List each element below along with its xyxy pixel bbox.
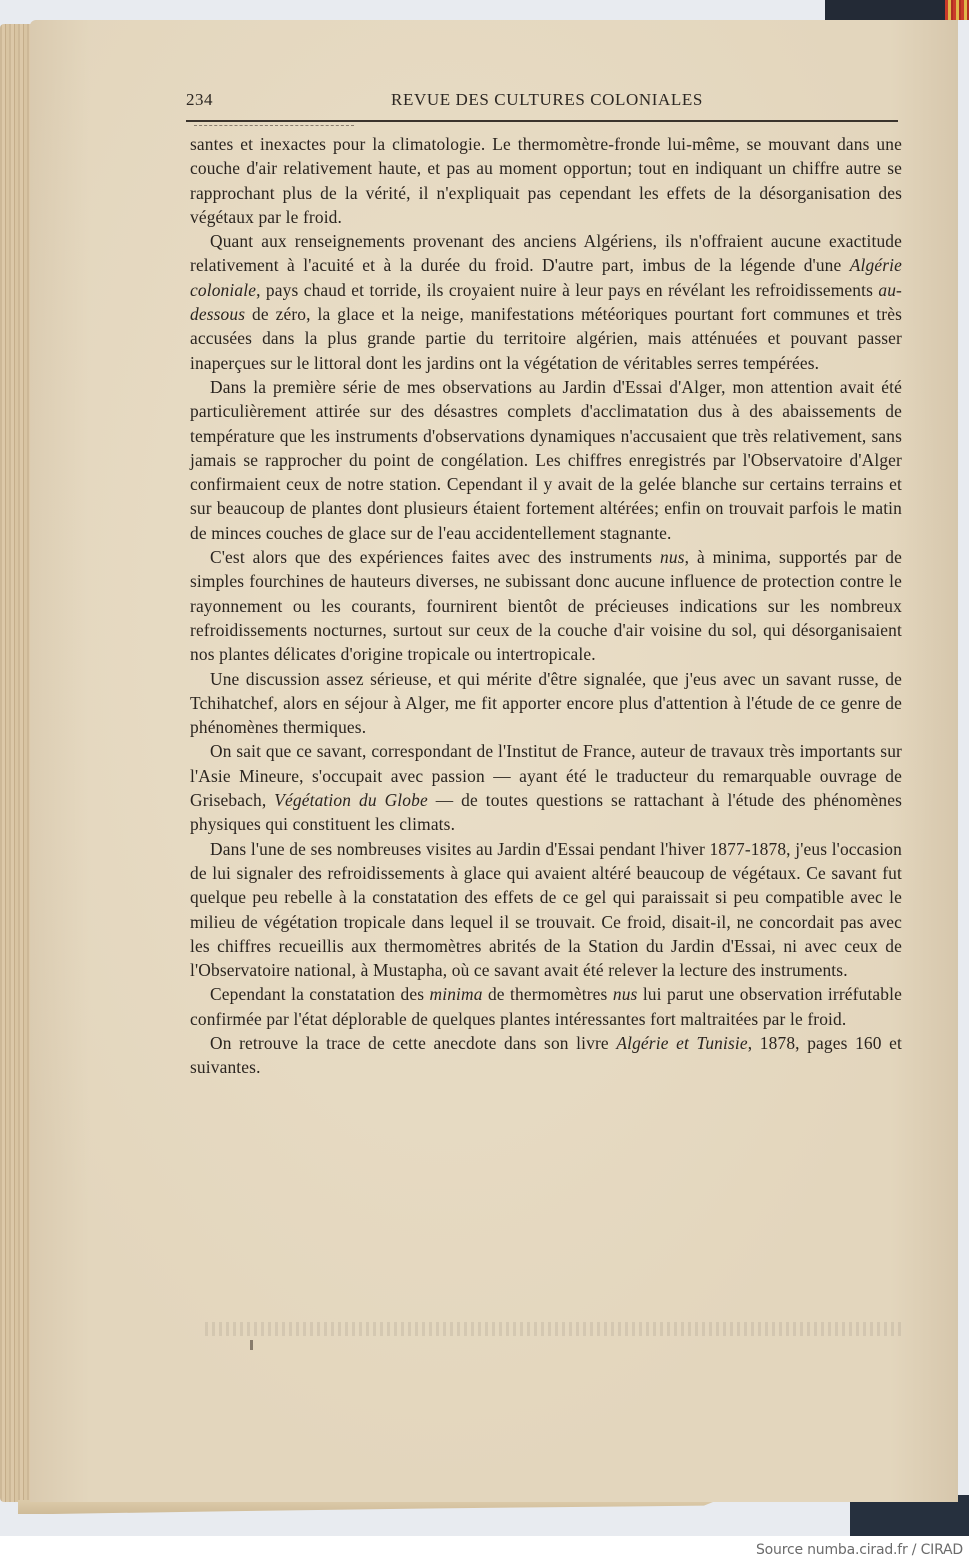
header-rule <box>186 120 898 122</box>
italic-text: Algérie coloniale <box>190 255 902 300</box>
page-stack-edge <box>0 24 34 1502</box>
text-run: C'est alors que des expériences faites avec des instruments <box>210 547 661 568</box>
paragraph <box>190 1031 902 1080</box>
text-run: , 1878, pages 160 et suivantes. <box>190 1032 902 1078</box>
bookmark-ribbon <box>945 0 969 20</box>
text-run: lui parut une observation irréfutable confirmée par l'état déplorable de quelques plantes intéressantes fort maltraitées par le froid. <box>190 984 902 1029</box>
text-run: , pays chaud et torride, ils croyaient nuire à leur pays en révélant les refroidissements <box>256 279 879 300</box>
journal-title: REVUE DES CULTURES COLONIALES <box>391 90 703 109</box>
text-run: Une discussion assez sérieuse, et qui mérite d'être signalée, que j'eus avec un savant russe, de Tchihatchef, alors en séjour à Alger, me fit apporter encore plus d'attention à l'étude de ce genre de phénomènes thermiques. <box>190 668 902 738</box>
italic-text: au-dessous <box>190 279 902 325</box>
text-run: — de toutes questions se rattachant à l'étude des phénomènes physiques qui constituent les climats. <box>190 790 902 835</box>
text-run: On sait que ce savant, correspondant de l'Institut de France, auteur de travaux très importants sur l'Asie Mineure, s'occupait avec passion — ayant été le traducteur du remarquable ouvrage de Grisebach, <box>190 741 902 811</box>
text-run: Cependant la constatation des <box>210 984 430 1005</box>
paragraph <box>190 229 902 375</box>
italic-text: Végétation du Globe <box>274 790 428 811</box>
italic-text: nus <box>660 547 685 568</box>
paragraph <box>190 837 902 983</box>
running-head <box>186 88 898 114</box>
page-bottom-edge <box>18 1500 718 1514</box>
text-run: On retrouve la trace de cette anecdote dans son livre <box>210 1032 617 1053</box>
text-run: Dans la première série de mes observations au Jardin d'Essai d'Alger, mon attention avait été particulièrement attirée sur des désastres complets d'acclimatation dus à des abaissements de température que les instruments d'observations dynamiques n'accusaient que très relativement, sans jamais se rapprocher du point de congélation. Les chiffres enregistrés par l'Observatoire d'Alger confirmaient ceux de notre station. Cependant il y avait de la gelée blanche sur certains terrains et sur beaucoup de plantes dont plusieurs étaient fortement altérées; enfin on trouvait parfois le matin de minces couches de glace sur de l'eau accidentellement stagnante. <box>190 376 902 543</box>
text-run: , à minima, supportés par de simples fourchines de hauteurs diverses, ne subissant donc aucune influence de protection contre le rayonnement ou les courants, fournirent bientôt de précieuses indications sur les nombreux refroidissements nocturnes, surtout sur ceux de la couche d'air voisine du sol, qui désorganisaient nos plantes délicates d'origine tropicale ou intertropicale. <box>190 547 902 665</box>
text-run: Quant aux renseignements provenant des anciens Algériens, ils n'offraient aucune exactitude relativement à l'acuité et à la durée du froid. D'autre part, imbus de la légende d'une <box>190 231 902 276</box>
italic-text: Algérie et Tunisie <box>616 1032 748 1053</box>
paragraph <box>190 545 902 666</box>
bleed-through-text <box>205 1322 905 1336</box>
header-rule-thin <box>194 125 354 126</box>
text-run: Dans l'une de ses nombreuses visites au Jardin d'Essai pendant l'hiver 1877-1878, j'eus l'occasion de lui signaler des refroidissements à glace qui avaient altéré beaucoup de végétaux. Ce savant fut quelque peu rebelle à la constatation des effets de ce gel qui paraissait si peu compatible avec le milieu de végétation tropicale dans lequel il se trouvait. Ce froid, disait-il, ne concordait pas avec les chiffres recueillis aux thermomètres abrités de la Station du Jardin d'Essai, ni avec ceux de l'Observatoire national, à Mustapha, où ce savant avait été relever la lecture des instruments. <box>190 838 902 981</box>
italic-text: nus <box>612 984 638 1005</box>
text-run: santes et inexactes pour la climatologie. Le thermomètre-fronde lui-même, se mouvant dans une couche d'air relativement haute, et pas au moment opportun; tout en indiquant un chiffre autre se rapprochant plus de la vérité, il n'expliquait pas cependant les effets de la désorganisation des végétaux par le froid. <box>190 134 902 227</box>
paragraph <box>190 667 902 740</box>
page-number: 234 <box>186 90 213 109</box>
ink-mark <box>250 1340 253 1350</box>
paragraph <box>190 132 902 229</box>
text-run: de zéro, la glace et la neige, manifestations météoriques pourtant fort communes et très accusées dans la plus grande partie du territoire algérien, mais atténuées et pouvant passer inaperçues sur le littoral dont les jardins ont la végétation de véritables serres tempérées. <box>190 304 902 373</box>
article-body <box>190 132 902 1080</box>
paragraph <box>190 375 902 545</box>
text-run: de thermomètres <box>482 984 613 1005</box>
source-credit: Source numba.cirad.fr / CIRAD <box>755 1542 963 1558</box>
paragraph <box>190 739 902 836</box>
italic-text: minima <box>429 984 483 1005</box>
paragraph <box>190 982 902 1031</box>
